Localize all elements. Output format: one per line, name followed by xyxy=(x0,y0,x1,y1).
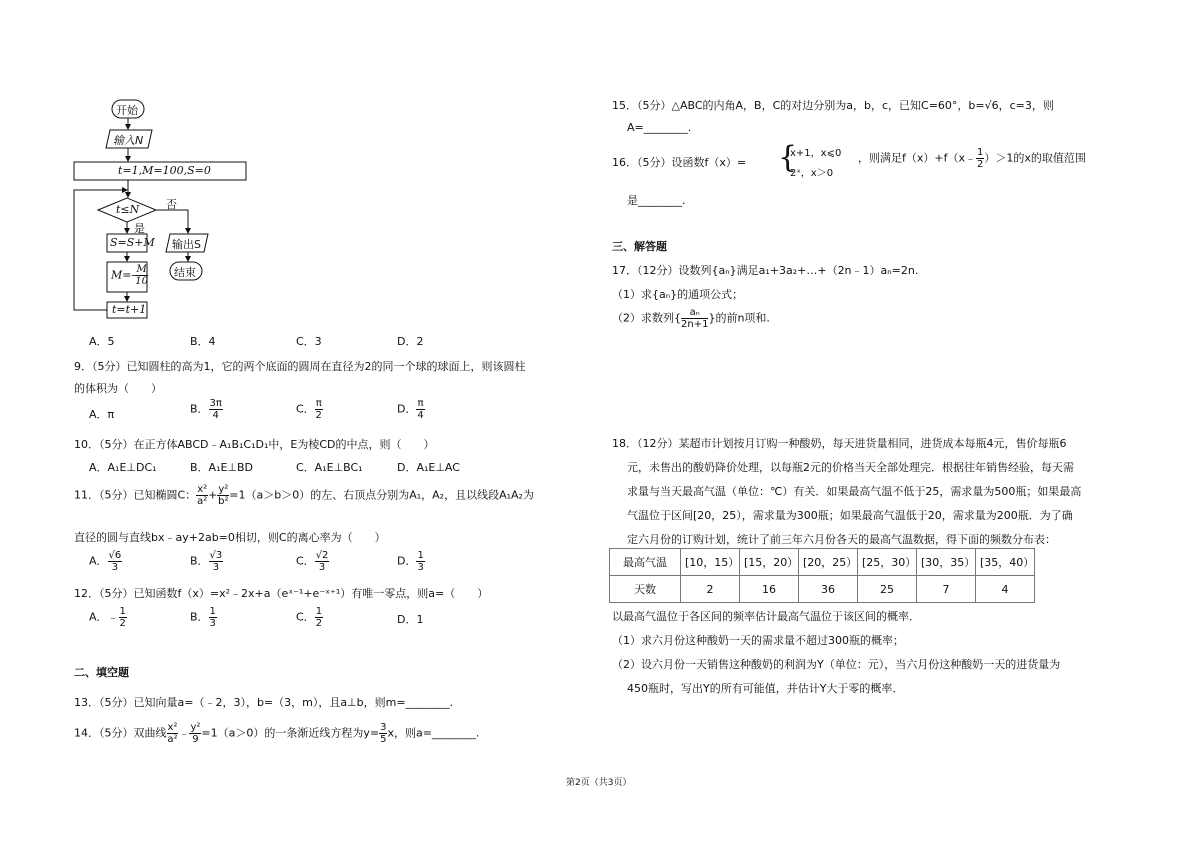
q12-b-num: 1 xyxy=(209,606,216,617)
q11-pre: 11．（5分）已知椭圆C： xyxy=(74,488,197,502)
q16-h-num: 1 xyxy=(976,147,984,158)
q11-d xyxy=(397,550,425,573)
q18-line-2: 元，未售出的酸奶降价处理，以每瓶2元的价格当天全部处理完．根据往年销售经验，每天需 xyxy=(627,461,1074,474)
q12-b xyxy=(190,606,217,629)
q11-x-den: a² xyxy=(197,496,208,507)
flowchart xyxy=(0,0,260,330)
q9-d-num: π xyxy=(417,398,424,409)
q11-b-num: √3 xyxy=(209,550,223,561)
q12-b-label: B． xyxy=(190,610,209,624)
q10-c: C．A₁E⊥BC₁ xyxy=(296,461,363,474)
q14-y-den: 9 xyxy=(192,734,199,745)
q12-stem: 12．（5分）已知函数f（x）=x²﹣2x+a（eˣ⁻¹+e⁻ˣ⁺¹）有唯一零点，则a=（ ） xyxy=(74,587,489,600)
q11-x-num: x² xyxy=(197,484,208,495)
q18-line-5: 定六月份的订购计划，统计了前三年六月份各天的最高气温数据，得下面的频数分布表： xyxy=(627,533,1056,546)
q18-p2b: 450瓶时，写出Y的所有可能值，并估计Y大于零的概率． xyxy=(627,682,904,695)
table-head-days: 天数 xyxy=(610,576,681,603)
q17-den: 2n+1 xyxy=(681,319,709,330)
q11-c-num: √2 xyxy=(315,550,329,561)
q14-x-num: x² xyxy=(167,722,178,733)
q18-p1: （1）求六月份这种酸奶一天的需求量不超过300瓶的概率； xyxy=(612,634,904,647)
q9-line2: 的体积为（ ） xyxy=(74,382,162,395)
frequency-table xyxy=(609,548,1035,603)
q14-x-den: a² xyxy=(167,734,178,745)
flow-no: 否 xyxy=(166,198,177,211)
flow-output: 输出S xyxy=(172,238,201,251)
q14-minus: ﹣ xyxy=(178,726,190,740)
q11-a-frac xyxy=(108,550,123,573)
flow-input: 输入N xyxy=(113,134,144,147)
table-cell: [20，25） xyxy=(799,549,858,576)
q9-b-num: 3π xyxy=(209,398,222,409)
q11-b-label: B． xyxy=(190,554,209,568)
q12-b-den: 3 xyxy=(209,618,216,629)
q14-k-den: 5 xyxy=(380,734,387,745)
q17-p2-post: }的前n项和. xyxy=(708,311,770,325)
q8-a: A．5 xyxy=(89,335,115,348)
table-cell: 2 xyxy=(681,576,740,603)
q15-line2: A=________. xyxy=(627,121,692,134)
q17-num: aₙ xyxy=(681,307,708,319)
q9-line1: 9．（5分）已知圆柱的高为1，它的两个底面的圆周在直径为2的同一个球的球面上，则该圆柱 xyxy=(74,360,526,373)
q10-b: B．A₁E⊥BD xyxy=(190,461,254,474)
q12-b-frac xyxy=(209,606,217,629)
q16-h-den: 2 xyxy=(976,159,984,170)
q11-b-den: 3 xyxy=(212,562,220,573)
q11-line2: 直径的圆与直线bx﹣ay+2ab=0相切，则C的离心率为（ ） xyxy=(74,531,386,544)
q17-stem: 17．（12分）设数列{aₙ}满足a₁+3a₂+…+（2n﹣1）aₙ=2n. xyxy=(612,264,919,277)
q16-mid: ，则满足f（x）+f（x﹣ xyxy=(858,151,976,165)
q9-c-den: 2 xyxy=(315,410,322,421)
q16-mid-line xyxy=(858,147,1086,170)
q10-stem: 10．（5分）在正方体ABCD﹣A₁B₁C₁D₁中，E为棱CD的中点，则（ ） xyxy=(74,438,435,451)
flow-start: 开始 xyxy=(116,104,138,117)
flow-init: t=1,M=100,S=0 xyxy=(118,164,211,177)
q17-p1: （1）求{aₙ}的通项公式； xyxy=(612,288,744,301)
q8-c: C．3 xyxy=(296,335,322,348)
q11-a-label: A． xyxy=(89,554,108,568)
q14-post: x，则a=________. xyxy=(387,726,480,740)
q12-a-frac xyxy=(119,606,127,629)
section-2-title: 二、填空题 xyxy=(74,666,129,679)
table-cell: 36 xyxy=(799,576,858,603)
q9-d-frac xyxy=(416,398,424,421)
q18-p2a: （2）设六月份一天销售这种酸奶的利润为Y（单位：元），当六月份这种酸奶一天的进货量为 xyxy=(612,658,1061,671)
q12-a-label: A．﹣ xyxy=(89,610,119,624)
q9-d-label: D． xyxy=(397,402,417,416)
table-cell: 16 xyxy=(740,576,799,603)
q14-y-frac xyxy=(189,722,201,745)
table-cell: 25 xyxy=(858,576,917,603)
flow-step2-den: 10 xyxy=(135,276,148,287)
q18-line-3: 求量与当天最高气温（单位：℃）有关．如果最高气温不低于25，需求量为500瓶；如果最高 xyxy=(627,485,1082,498)
q9-b-den: 4 xyxy=(212,410,219,421)
table-cell: [25，30） xyxy=(858,549,917,576)
q18-line-1: 18．（12分）某超市计划按月订购一种酸奶，每天进货量相同，进货成本每瓶4元，售价每瓶6 xyxy=(612,437,1067,450)
q11-d-frac xyxy=(416,550,424,573)
q16-case1: x+1，x⩽0 xyxy=(790,148,842,159)
q11-x-frac xyxy=(196,484,208,507)
q17-p2-pre: （2）求数列{ xyxy=(612,311,681,325)
q11-d-num: 1 xyxy=(417,550,424,561)
q16-case2: 2ˣ，x＞0 xyxy=(790,168,834,179)
q11-a-den: 3 xyxy=(111,562,119,573)
q9-c-label: C． xyxy=(296,402,315,416)
table-cell: [15，20） xyxy=(740,549,799,576)
q8-d: D．2 xyxy=(397,335,424,348)
q12-c-num: 1 xyxy=(315,606,323,617)
q16-line2: 是________. xyxy=(627,194,686,207)
flow-end: 结束 xyxy=(174,266,196,279)
q12-a-den: 2 xyxy=(119,618,126,629)
q14-x-frac xyxy=(167,722,179,745)
q11-post: =1（a＞b＞0）的左、右顶点分别为A₁，A₂，且以线段A₁A₂为 xyxy=(229,488,534,502)
q10-a: A．A₁E⊥DC₁ xyxy=(89,461,157,474)
table-cell: [10，15） xyxy=(681,549,740,576)
q12-c-label: C． xyxy=(296,610,315,624)
q14-line xyxy=(74,722,479,745)
q11-plus: + xyxy=(208,488,218,502)
q11-y-num: y² xyxy=(218,484,229,495)
q14-y-num: y² xyxy=(190,722,201,733)
flow-cond: t≤N xyxy=(116,203,140,216)
section-3-title: 三、解答题 xyxy=(612,240,667,253)
flow-yes: 是 xyxy=(134,222,145,235)
q11-y-den: b² xyxy=(218,496,229,507)
table-cell: [30，35） xyxy=(917,549,976,576)
q14-pre: 14．（5分）双曲线 xyxy=(74,726,167,740)
q16-post: ）＞1的x的取值范围 xyxy=(984,151,1086,165)
flow-step2-frac xyxy=(135,264,148,287)
q12-a-num: 1 xyxy=(119,606,126,617)
q9-b-frac xyxy=(209,398,223,421)
table-row xyxy=(610,549,1035,576)
q11-b xyxy=(190,550,223,573)
q9-d xyxy=(397,398,425,421)
table-head-temp: 最高气温 xyxy=(610,549,681,576)
q11-line1 xyxy=(74,484,534,507)
table-cell: 4 xyxy=(976,576,1035,603)
q16-pre: 16．（5分）设函数f（x）= xyxy=(612,156,747,169)
q9-b xyxy=(190,398,223,421)
q18-after: 以最高气温位于各区间的频率估计最高气温位于该区间的概率． xyxy=(612,610,920,623)
table-cell: 7 xyxy=(917,576,976,603)
q12-a xyxy=(89,606,127,629)
q12-c-den: 2 xyxy=(315,618,323,629)
flow-step1: S=S+M xyxy=(110,236,155,249)
q9-d-den: 4 xyxy=(417,410,424,421)
q17-frac xyxy=(681,307,708,330)
flow-step2-num: M xyxy=(136,264,147,275)
q11-c-frac xyxy=(315,550,330,573)
q15-line1: 15．（5分）△ABC的内角A，B，C的对边分别为a，b，c，已知C=60°，b=√6，c=3，则 xyxy=(612,99,1054,112)
flow-step2-lhs: M=- xyxy=(111,268,136,282)
page-footer: 第2页（共3页） xyxy=(566,778,632,788)
flow-step2 xyxy=(111,264,148,287)
q11-a xyxy=(89,550,122,573)
q14-mid: =1（a＞0）的一条渐近线方程为y= xyxy=(201,726,380,740)
q11-d-label: D． xyxy=(397,554,417,568)
q9-c xyxy=(296,398,323,421)
q11-y-frac xyxy=(217,484,229,507)
q11-c xyxy=(296,550,329,573)
q11-c-label: C． xyxy=(296,554,315,568)
q11-d-den: 3 xyxy=(417,562,424,573)
q9-b-label: B． xyxy=(190,402,209,416)
q12-d: D．1 xyxy=(397,613,424,626)
q18-line-4: 气温位于区间[20，25），需求量为300瓶；如果最高气温低于20，需求量为200瓶．为了确 xyxy=(627,509,1073,522)
q11-c-den: 3 xyxy=(318,562,326,573)
q14-k-num: 3 xyxy=(380,722,387,733)
q8-b: B．4 xyxy=(190,335,216,348)
q11-b-frac xyxy=(209,550,224,573)
q9-c-frac xyxy=(315,398,323,421)
table-row xyxy=(610,576,1035,603)
q10-d: D．A₁E⊥AC xyxy=(397,461,460,474)
q9-c-num: π xyxy=(315,398,322,409)
q12-c xyxy=(296,606,323,629)
q12-c-frac xyxy=(315,606,323,629)
question-13: 13．（5分）已知向量a=（﹣2，3），b=（3，m），且a⊥b，则m=________. xyxy=(74,696,454,709)
q16-brace: { xyxy=(778,140,798,175)
table-cell: [35，40） xyxy=(976,549,1035,576)
q17-p2 xyxy=(612,307,770,330)
q11-a-num: √6 xyxy=(108,550,122,561)
flow-step3: t=t+1 xyxy=(112,303,147,316)
q9-a: A．π xyxy=(89,408,115,421)
